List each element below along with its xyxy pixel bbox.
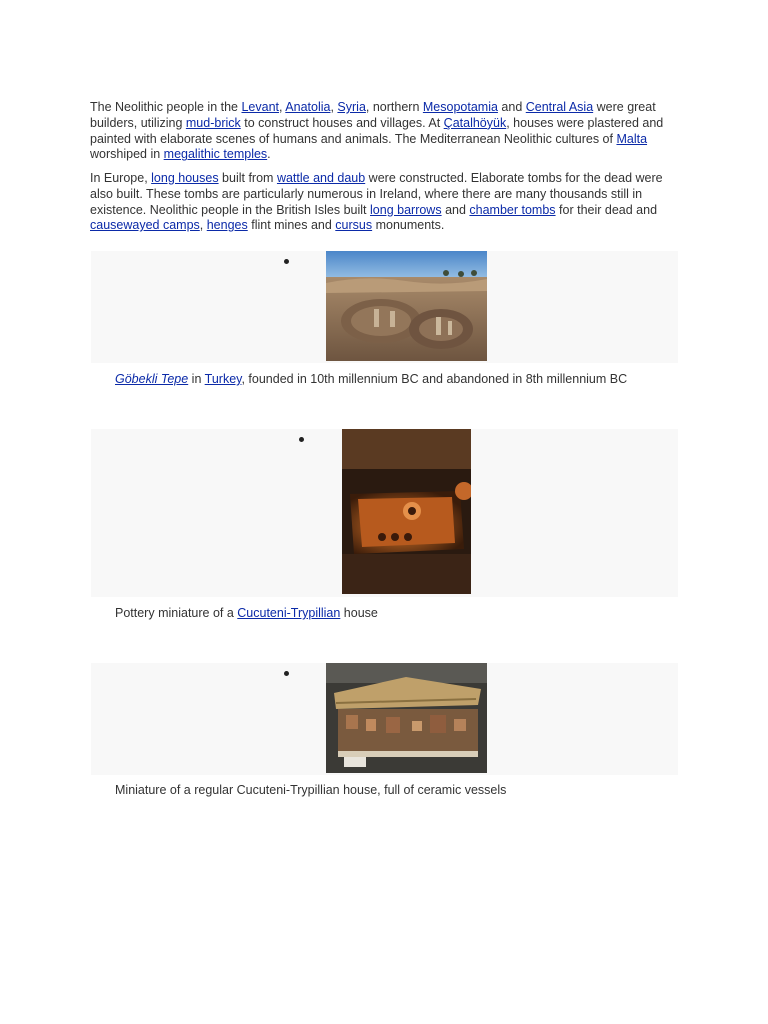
text-run: ,: [330, 100, 338, 114]
text-run: worshiped in: [90, 147, 164, 162]
link-henges[interactable]: henges: [206, 218, 248, 233]
text-run: Pottery miniature of a: [115, 606, 238, 620]
link-cursus[interactable]: cursus: [335, 218, 373, 233]
text-run: Miniature of a regular Cucuteni-Trypillian house, full of ceramic vessels: [115, 783, 507, 797]
link-anatolia[interactable]: Anatolia: [285, 100, 331, 114]
text-run: were constructed. Elaborate tombs for the dead were also built. These tombs are particularly numerous in Ireland, where there are many thousands still in existence. Neolithic people in the British Isles built: [90, 171, 663, 217]
paragraph-builders: [90, 100, 680, 163]
text-run: to construct houses and villages. At: [240, 115, 444, 130]
link-megalithic-temples[interactable]: megalithic temples: [163, 147, 268, 162]
text-run: flint mines and: [247, 218, 336, 233]
pottery-miniature-photo[interactable]: [342, 429, 471, 594]
text-run: , founded in 10th millennium BC and abandoned in 8th millennium BC: [241, 372, 628, 386]
link-g-bekli-tepe[interactable]: Göbekli Tepe: [115, 372, 189, 386]
link-cucuteni-trypillian[interactable]: Cucuteni-Trypillian: [237, 606, 341, 620]
text-run: The Neolithic people in the: [90, 100, 242, 114]
link-causewayed-camps[interactable]: causewayed camps: [90, 218, 200, 233]
text-run: monuments.: [372, 218, 445, 233]
link-wattle-and-daub[interactable]: wattle and daub: [276, 171, 366, 185]
caption-pottery-miniature: [115, 605, 378, 621]
text-run: In Europe,: [90, 171, 152, 185]
link-long-houses[interactable]: long houses: [151, 171, 219, 185]
bullet-icon: [299, 437, 304, 442]
link-mesopotamia[interactable]: Mesopotamia: [422, 100, 498, 114]
link-long-barrows[interactable]: long barrows: [370, 202, 442, 217]
text-run: ,: [279, 100, 286, 114]
caption-gobekli-tepe: [115, 371, 627, 387]
text-run: were great builders, utilizing: [90, 100, 656, 130]
bullet-icon: [284, 259, 289, 264]
text-run: built from: [218, 171, 277, 185]
paragraph-europe: [90, 171, 680, 234]
gobekli-tepe-photo[interactable]: [326, 251, 487, 361]
bullet-icon: [284, 671, 289, 676]
link-mud-brick[interactable]: mud-brick: [185, 115, 241, 130]
link-levant[interactable]: Levant: [241, 100, 280, 114]
link-malta[interactable]: Malta: [616, 131, 648, 146]
text-run: and: [497, 100, 526, 114]
link-turkey[interactable]: Turkey: [204, 372, 242, 386]
link-atalh-y-k[interactable]: Çatalhöyük: [443, 115, 507, 130]
text-run: and: [441, 202, 470, 217]
link-chamber-tombs[interactable]: chamber tombs: [469, 202, 556, 217]
caption-house-miniature: [115, 782, 506, 798]
text-run: .: [267, 147, 271, 162]
text-run: in: [188, 372, 205, 386]
link-central-asia[interactable]: Central Asia: [525, 100, 594, 114]
text-run: , houses were plastered and painted with elaborate scenes of humans and animals. The Mediterranean Neolithic cultures of: [90, 115, 664, 146]
text-run: for their dead and: [555, 202, 658, 217]
house-miniature-photo[interactable]: [326, 663, 487, 773]
link-syria[interactable]: Syria: [337, 100, 366, 114]
text-run: house: [340, 606, 378, 620]
text-run: , northern: [365, 100, 423, 114]
text-run: ,: [199, 218, 207, 233]
